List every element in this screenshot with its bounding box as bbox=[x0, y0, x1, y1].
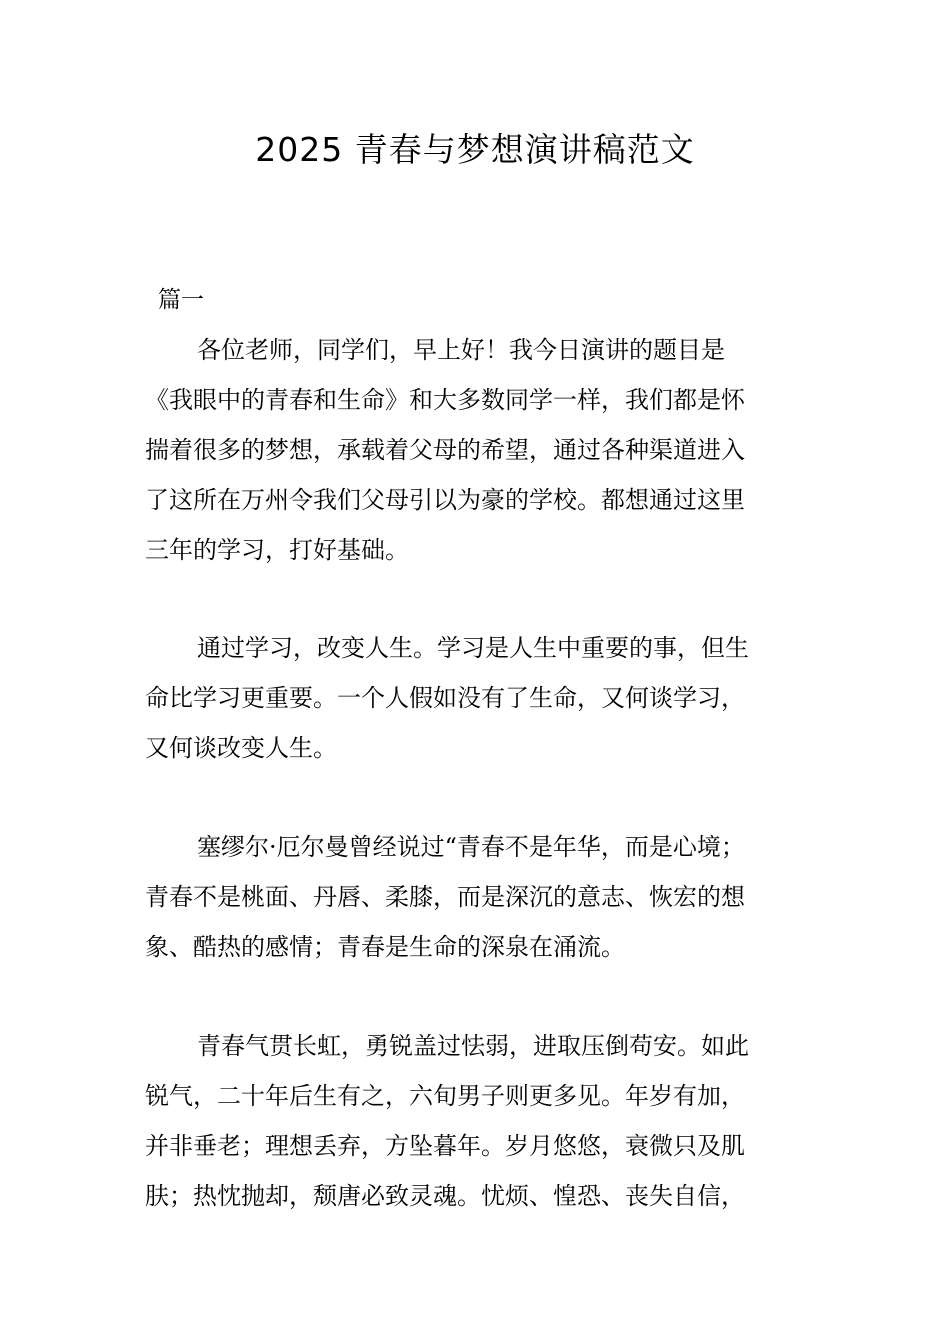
paragraph-line: 肤；热忱抛却，颓唐必致灵魂。忧烦、惶恐、丧失自信， bbox=[145, 1182, 745, 1210]
paragraph-2 bbox=[145, 623, 845, 773]
paragraph-line: 塞缪尔·厄尔曼曾经说过“青春不是年华，而是心境； bbox=[197, 833, 745, 861]
paragraph-line: 青春气贯长虹，勇锐盖过怯弱，进取压倒苟安。如此 bbox=[197, 1032, 749, 1060]
paragraph-line: 各位老师，同学们，早上好！我今日演讲的题目是 bbox=[197, 336, 725, 364]
paragraph-line: 青春不是桃面、丹唇、柔膝，而是深沉的意志、恢宏的想 bbox=[145, 883, 745, 911]
paragraph-1 bbox=[145, 325, 845, 575]
paragraph-line: 锐气，二十年后生有之，六旬男子则更多见。年岁有加， bbox=[145, 1082, 745, 1110]
paragraph-line: 《我眼中的青春和生命》和大多数同学一样，我们都是怀 bbox=[145, 386, 745, 414]
paragraph-line: 了这所在万州令我们父母引以为豪的学校。都想通过这里 bbox=[145, 486, 745, 514]
paragraph-4 bbox=[145, 1021, 845, 1221]
section-label: 篇一 bbox=[158, 287, 204, 313]
paragraph-line: 三年的学习，打好基础。 bbox=[145, 536, 409, 564]
paragraph-3 bbox=[145, 822, 845, 972]
document-title: 2025 青春与梦想演讲稿范文 bbox=[255, 130, 695, 169]
paragraph-line: 又何谈改变人生。 bbox=[145, 734, 337, 762]
paragraph-line: 通过学习，改变人生。学习是人生中重要的事，但生 bbox=[197, 634, 749, 662]
paragraph-line: 命比学习更重要。一个人假如没有了生命，又何谈学习， bbox=[145, 684, 745, 712]
paragraph-line: 并非垂老；理想丢弃，方坠暮年。岁月悠悠，衰微只及肌 bbox=[145, 1132, 745, 1160]
paragraph-line: 象、酷热的感情；青春是生命的深泉在涌流。 bbox=[145, 933, 625, 961]
paragraph-line: 揣着很多的梦想，承载着父母的希望，通过各种渠道进入 bbox=[145, 436, 745, 464]
